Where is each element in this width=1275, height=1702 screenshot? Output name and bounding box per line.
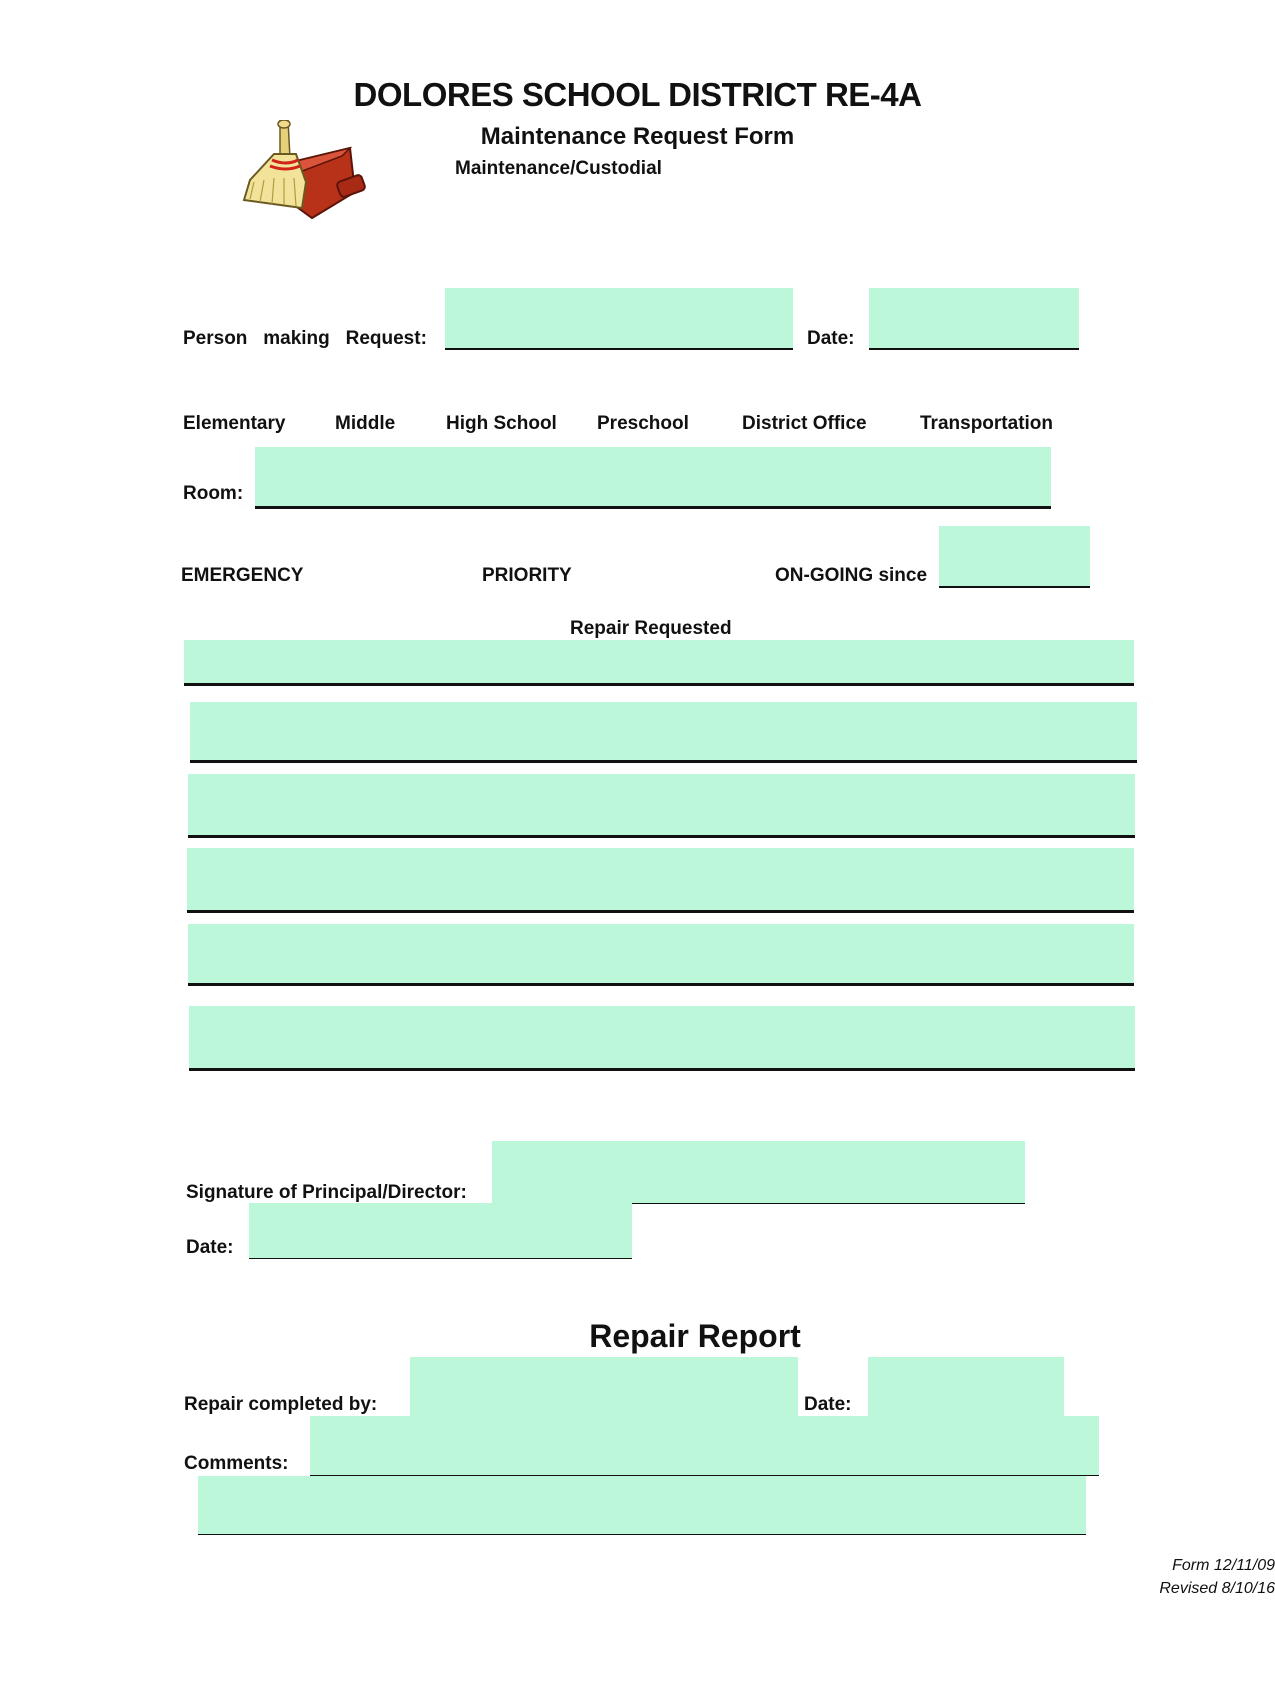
- comments-field-line-1[interactable]: [310, 1416, 1099, 1476]
- room-field[interactable]: [255, 447, 1051, 509]
- revised-date: Revised 8/10/16: [1159, 1580, 1275, 1597]
- person-making-request-field[interactable]: [445, 288, 793, 350]
- comments-field-line-2[interactable]: [198, 1476, 1086, 1535]
- location-option-high-school[interactable]: High School: [446, 413, 557, 434]
- person-making-request-label: Person making Request:: [183, 328, 427, 349]
- repair-requested-line-3[interactable]: [188, 774, 1135, 838]
- room-label: Room:: [183, 483, 244, 504]
- request-date-label: Date:: [807, 328, 855, 349]
- form-date: Form 12/11/09: [1172, 1557, 1275, 1574]
- repair-requested-line-4[interactable]: [187, 848, 1134, 913]
- repair-completed-by-label: Repair completed by:: [184, 1394, 378, 1415]
- repair-date-label: Date:: [804, 1394, 852, 1415]
- approval-date-label: Date:: [186, 1237, 234, 1258]
- form-category: Maintenance/Custodial: [455, 158, 662, 179]
- location-option-district-office[interactable]: District Office: [742, 413, 867, 434]
- comments-label: Comments:: [184, 1453, 289, 1474]
- signature-label: Signature of Principal/Director:: [186, 1182, 467, 1203]
- location-option-elementary[interactable]: Elementary: [183, 413, 286, 434]
- ongoing-since-field[interactable]: [939, 526, 1090, 588]
- approval-date-field[interactable]: [249, 1203, 632, 1259]
- repair-requested-line-1[interactable]: [184, 640, 1134, 686]
- urgency-option-emergency[interactable]: EMERGENCY: [181, 565, 304, 586]
- urgency-option-priority[interactable]: PRIORITY: [482, 565, 572, 586]
- request-date-field[interactable]: [869, 288, 1079, 350]
- page-title: DOLORES SCHOOL DISTRICT RE-4A: [353, 76, 922, 113]
- location-option-transportation[interactable]: Transportation: [920, 413, 1054, 434]
- location-option-preschool[interactable]: Preschool: [597, 413, 689, 434]
- urgency-option-ongoing[interactable]: ON-GOING since: [775, 565, 928, 586]
- signature-field[interactable]: [492, 1141, 1025, 1204]
- repair-requested-label: Repair Requested: [570, 618, 732, 639]
- repair-report-title: Repair Report: [589, 1318, 801, 1354]
- repair-requested-line-2[interactable]: [190, 702, 1137, 763]
- form-subtitle: Maintenance Request Form: [480, 123, 795, 150]
- repair-requested-line-6[interactable]: [189, 1006, 1135, 1071]
- repair-date-field[interactable]: [868, 1357, 1064, 1419]
- location-option-middle[interactable]: Middle: [335, 413, 396, 434]
- repair-requested-line-5[interactable]: [188, 924, 1134, 986]
- broom-dustpan-icon: [230, 120, 370, 225]
- repair-completed-by-field[interactable]: [410, 1357, 798, 1419]
